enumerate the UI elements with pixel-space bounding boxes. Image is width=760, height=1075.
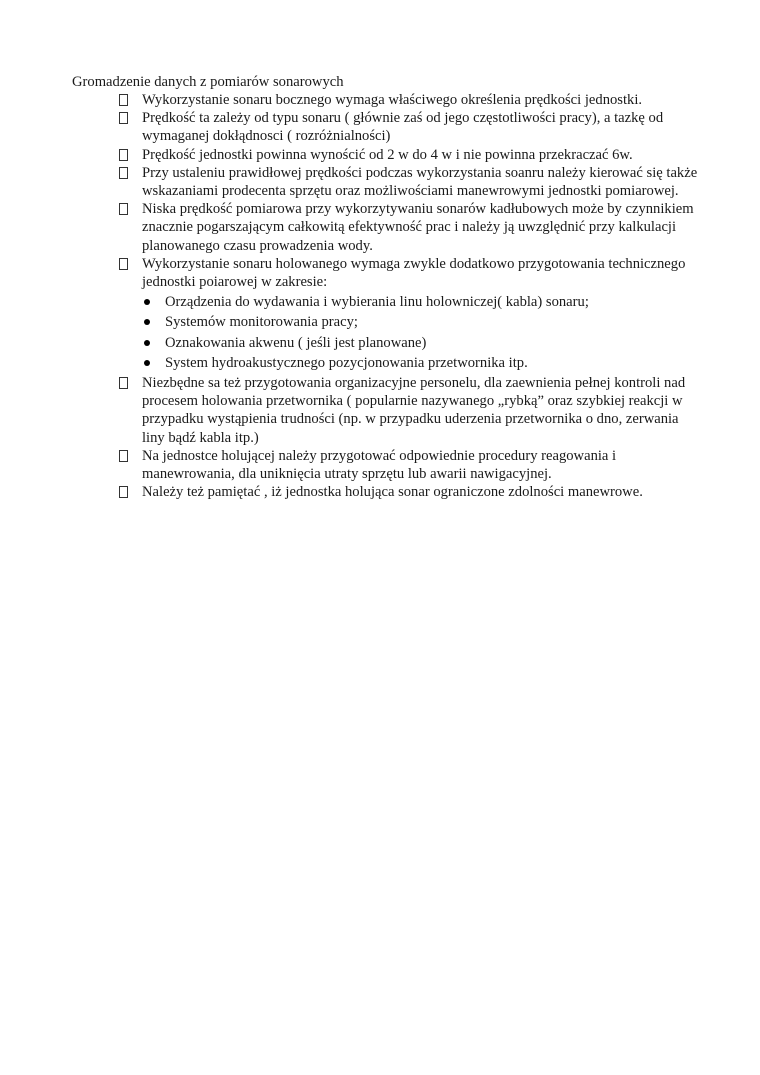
list-item (118, 91, 698, 109)
missing-glyph-bullet-icon (119, 149, 128, 161)
list-item (118, 374, 698, 447)
missing-glyph-bullet-icon (119, 112, 128, 124)
main-bullet-list (118, 91, 698, 501)
sub-list-item-text: Orządzenia do wydawania i wybierania linu holowniczej( kabla) sonaru; (165, 294, 589, 311)
list-item-text: Należy też pamiętać , iż jednostka holująca sonar ograniczone zdolności manewrowe. (142, 484, 643, 501)
list-item-text: Wykorzystanie sonaru holowanego wymaga zwykle dodatkowo przygotowania technicznego jednostki poiarowej w zakresie: (142, 255, 686, 291)
bullet-dot-icon (144, 299, 150, 305)
missing-glyph-bullet-icon (119, 94, 128, 106)
missing-glyph-bullet-icon (119, 486, 128, 498)
missing-glyph-bullet-icon (119, 377, 128, 389)
missing-glyph-bullet-icon (119, 258, 128, 270)
bullet-dot-icon (144, 319, 150, 325)
list-item (118, 164, 698, 200)
bullet-dot-icon (144, 340, 150, 346)
sub-bullet-list (142, 293, 698, 372)
missing-glyph-bullet-icon (119, 167, 128, 179)
list-item-text: Niska prędkość pomiarowa przy wykorzytywaniu sonarów kadłubowych może by czynnikiem znacznie pogarszającym całkowitą efektywność prac i należy ją uwzględnić przy kalkulacji planowanego czasu prowadzenia wody. (142, 201, 694, 254)
list-item-text: Na jednostce holującej należy przygotować odpowiednie procedury reagowania i manewrowania, dla uniknięcia utraty sprzętu lub awarii nawigacyjnej. (142, 447, 617, 483)
sub-list-item (142, 354, 698, 372)
list-item (118, 255, 698, 372)
sub-list-item (142, 334, 698, 352)
list-item-text: Prędkość jednostki powinna wynościć od 2 w do 4 w i nie powinna przekraczać 6w. (142, 146, 633, 163)
list-item (118, 483, 698, 501)
list-item-text: Wykorzystanie sonaru bocznego wymaga właściwego określenia prędkości jednostki. (142, 92, 643, 108)
sub-list-item (142, 313, 698, 331)
list-item (118, 447, 698, 483)
list-item (118, 109, 698, 145)
missing-glyph-bullet-icon (119, 450, 128, 462)
list-item (118, 146, 698, 164)
bullet-dot-icon (144, 360, 150, 366)
sub-list-item-text: Oznakowania akwenu ( jeśli jest planowane) (165, 334, 427, 351)
sub-list-item-text: Systemów monitorowania pracy; (165, 314, 358, 331)
sub-list-item (142, 293, 698, 311)
sub-list-item-text: System hydroakustycznego pozycjonowania przetwornika itp. (165, 354, 528, 371)
list-item-text: Niezbędne sa też przygotowania organizacyjne personelu, dla zaewnienia pełnej kontroli nad procesem holowania przetwornika ( popularnie nazywanego „rybką” oraz szybkiej reakcji w przypadku wystąpienia trudności (np. w przypadku uderzenia przetwornika o dno, zerwania liny bądź kabla itp.) (142, 375, 686, 446)
list-item (118, 200, 698, 255)
list-item-text: Prędkość ta zależy od typu sonaru ( głównie zaś od jego częstotliwości pracy), a tazkę od wymaganej dokłądnosci ( rozróżnialności) (142, 110, 664, 145)
list-item-text: Przy ustaleniu prawidłowej prędkości podczas wykorzystania soanru należy kierować się także wskazaniami prodecenta sprzętu oraz możliwościami manewrowymi jednostki pomiarowej. (142, 164, 698, 200)
missing-glyph-bullet-icon (119, 203, 128, 215)
document-title: Gromadzenie danych z pomiarów sonarowych (72, 74, 344, 90)
